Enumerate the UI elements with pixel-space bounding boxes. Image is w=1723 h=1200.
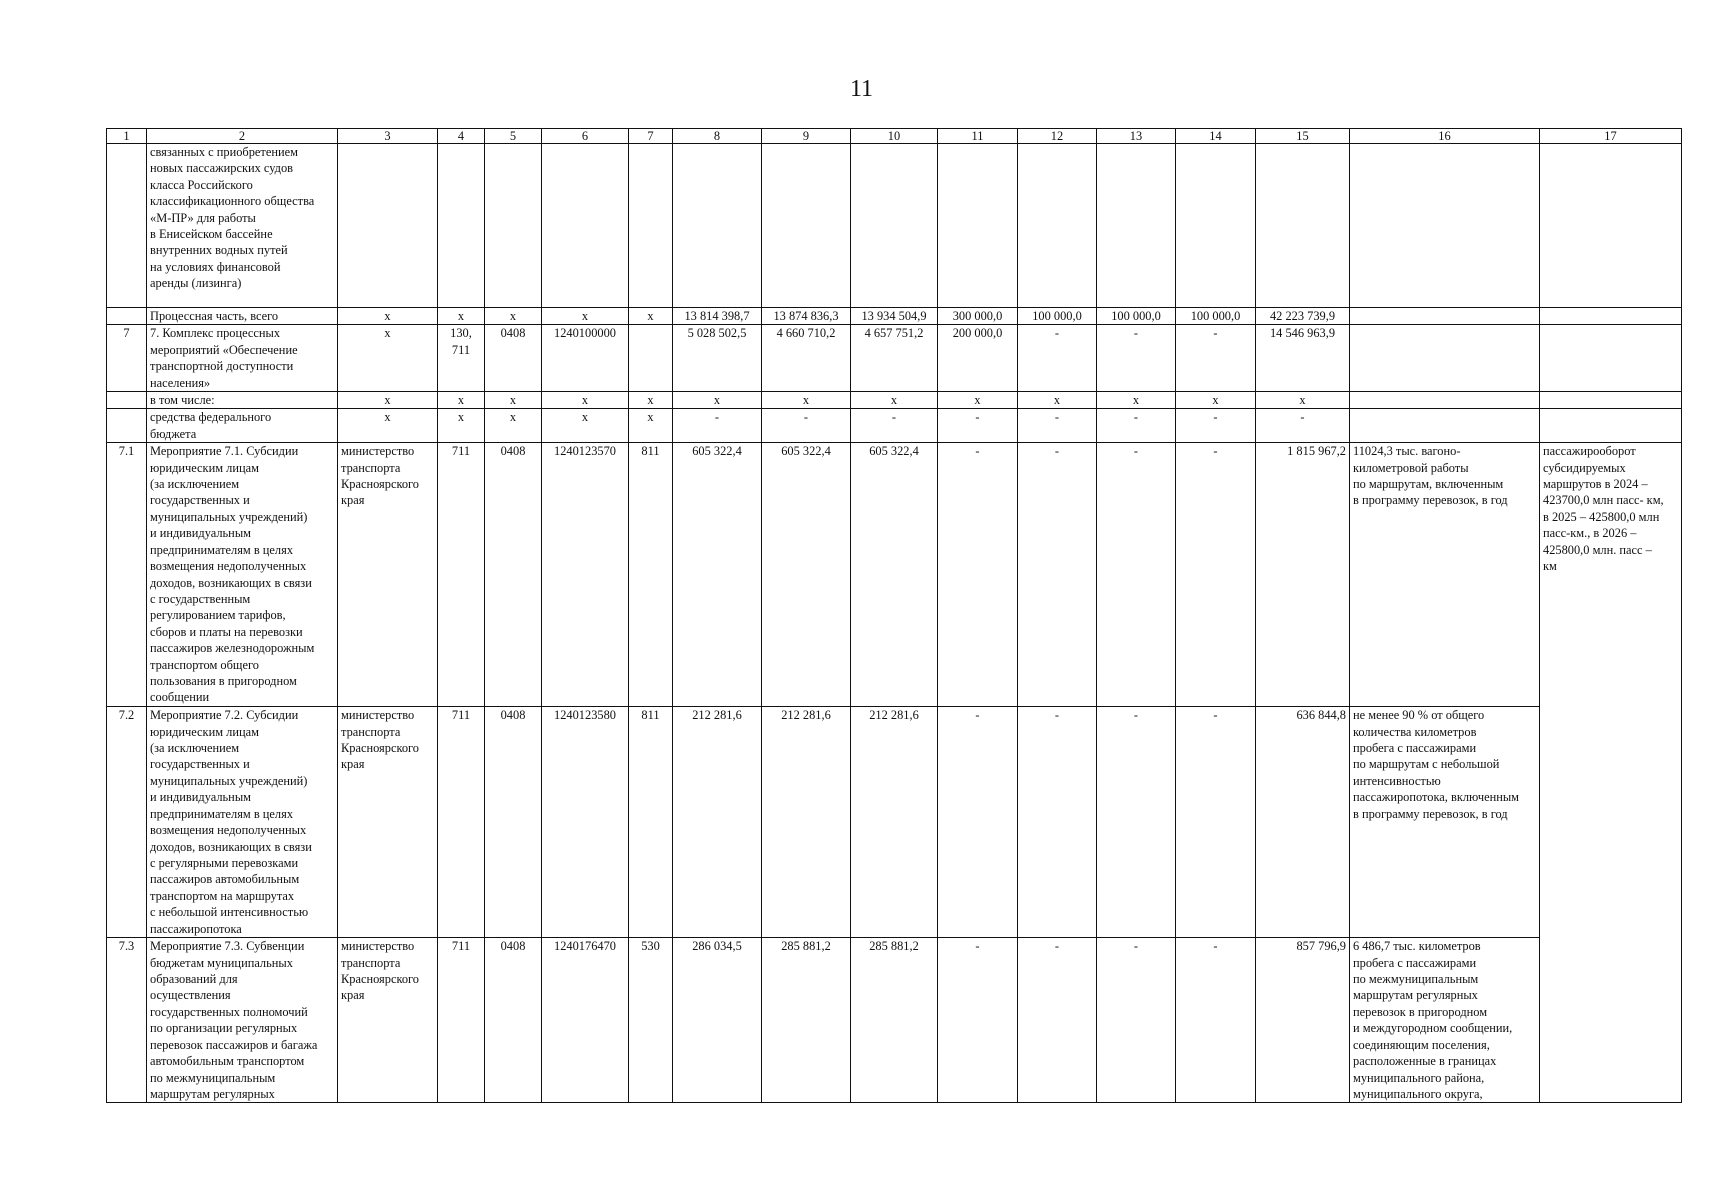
result-cell <box>1350 144 1540 308</box>
total-cell: - <box>1256 409 1350 443</box>
header-cell: 2 <box>147 129 338 144</box>
amount-cell: x <box>938 392 1018 409</box>
measure-name: Мероприятие 7.2. Субсидии юридическим лицам (за исключением государственных и муниципальных учреждений) и индивидуальным предпринимателям в целях возмещения недополученных доходов, возникающих в связи с регулярными перевозками пассажиров автомобильным транспортом на маршрутах с небольшой интенсивностью пассажиропотока <box>147 707 338 938</box>
amount-cell: 212 281,6 <box>673 707 762 938</box>
amount-cell: x <box>762 392 851 409</box>
vr-cell: x <box>629 392 673 409</box>
amount-cell <box>673 144 762 308</box>
measure-name: связанных с приобретением новых пассажирских судов класса Российского классификационного общества «М-ПР» для работы в Енисейском бассейне внутренних водных путей на условиях финансовой аренды (лизинга) <box>147 144 338 308</box>
amount-cell: 605 322,4 <box>762 443 851 707</box>
rzpr-cell <box>485 144 542 308</box>
executor-cell: x <box>338 409 438 443</box>
amount-cell: 100 000,0 <box>1018 308 1097 325</box>
measure-name: Мероприятие 7.1. Субсидии юридическим лицам (за исключением государственных и муниципальных учреждений) и индивидуальным предпринимателям в целях возмещения недополученных доходов, возникающих в связи с государственным регулированием тарифов, сборов и платы на перевозки пассажиров железнодорожным транспортом общего пользования в пригородном сообщении <box>147 443 338 707</box>
grbs-cell: x <box>438 392 485 409</box>
header-cell: 10 <box>851 129 938 144</box>
amount-cell: - <box>1097 707 1176 938</box>
grbs-cell: 130, 711 <box>438 325 485 392</box>
csr-cell: 1240123570 <box>542 443 629 707</box>
amount-cell: 285 881,2 <box>762 938 851 1103</box>
rzpr-cell: 0408 <box>485 325 542 392</box>
executor-cell: x <box>338 308 438 325</box>
result-cell: 6 486,7 тыс. километров пробега с пассажирами по межмуниципальным маршрутам регулярных перевозок в пригородном и междугородном сообщении, соединяющим поселения, расположенные в границах муниципального района, муниципального округа, <box>1350 938 1540 1103</box>
result-cell: не менее 90 % от общего количества километров пробега с пассажирами по маршрутам с небольшой интенсивностью пассажиропотока, включенным в программу перевозок, в год <box>1350 707 1540 938</box>
header-cell: 3 <box>338 129 438 144</box>
amount-cell: 4 657 751,2 <box>851 325 938 392</box>
amount-cell: - <box>1018 707 1097 938</box>
csr-cell: x <box>542 308 629 325</box>
amount-cell: x <box>1176 392 1256 409</box>
measure-name: Мероприятие 7.3. Субвенции бюджетам муниципальных образований для осуществления государственных полномочий по организации регулярных перевозок пассажиров и багажа автомобильным транспортом по межмуниципальным маршрутам регулярных <box>147 938 338 1103</box>
amount-cell: 300 000,0 <box>938 308 1018 325</box>
amount-cell <box>1097 144 1176 308</box>
amount-cell: - <box>1018 938 1097 1103</box>
measure-name: в том числе: <box>147 392 338 409</box>
row-number: 7.2 <box>107 707 147 938</box>
amount-cell: - <box>1097 443 1176 707</box>
csr-cell: 1240176470 <box>542 938 629 1103</box>
header-cell: 14 <box>1176 129 1256 144</box>
grbs-cell <box>438 144 485 308</box>
row-number <box>107 144 147 308</box>
executor-cell: x <box>338 325 438 392</box>
vr-cell <box>629 325 673 392</box>
amount-cell: - <box>1176 938 1256 1103</box>
amount-cell: - <box>1097 325 1176 392</box>
grbs-cell: 711 <box>438 707 485 938</box>
amount-cell: - <box>1176 707 1256 938</box>
header-cell: 12 <box>1018 129 1097 144</box>
amount-cell: 605 322,4 <box>851 443 938 707</box>
table-row <box>107 392 1682 409</box>
indicator-cell <box>1540 409 1682 443</box>
amount-cell: 212 281,6 <box>762 707 851 938</box>
result-cell <box>1350 325 1540 392</box>
total-cell: 857 796,9 <box>1256 938 1350 1103</box>
header-cell: 4 <box>438 129 485 144</box>
amount-cell: 5 028 502,5 <box>673 325 762 392</box>
result-cell <box>1350 308 1540 325</box>
amount-cell: - <box>938 409 1018 443</box>
executor-cell: министерство транспорта Красноярского края <box>338 938 438 1103</box>
header-cell: 16 <box>1350 129 1540 144</box>
amount-cell <box>762 144 851 308</box>
header-cell: 8 <box>673 129 762 144</box>
total-cell <box>1256 144 1350 308</box>
amount-cell: 200 000,0 <box>938 325 1018 392</box>
header-cell: 5 <box>485 129 542 144</box>
amount-cell: - <box>1097 409 1176 443</box>
indicator-cell <box>1540 325 1682 392</box>
result-cell <box>1350 392 1540 409</box>
total-cell: 636 844,8 <box>1256 707 1350 938</box>
amount-cell: 212 281,6 <box>851 707 938 938</box>
csr-cell: x <box>542 409 629 443</box>
budget-table <box>106 128 1682 1103</box>
header-cell: 15 <box>1256 129 1350 144</box>
amount-cell: 13 814 398,7 <box>673 308 762 325</box>
amount-cell: x <box>1018 392 1097 409</box>
page-number: 11 <box>849 76 874 102</box>
amount-cell: 4 660 710,2 <box>762 325 851 392</box>
table-row <box>107 325 1682 392</box>
csr-cell: 1240100000 <box>542 325 629 392</box>
row-number: 7.3 <box>107 938 147 1103</box>
table-row <box>107 308 1682 325</box>
row-number <box>107 392 147 409</box>
amount-cell: - <box>938 707 1018 938</box>
measure-name: средства федерального бюджета <box>147 409 338 443</box>
measure-name: Процессная часть, всего <box>147 308 338 325</box>
grbs-cell: 711 <box>438 443 485 707</box>
rzpr-cell: 0408 <box>485 707 542 938</box>
executor-cell <box>338 144 438 308</box>
indicator-cell <box>1540 308 1682 325</box>
rzpr-cell: x <box>485 392 542 409</box>
amount-cell: 100 000,0 <box>1176 308 1256 325</box>
total-cell: 14 546 963,9 <box>1256 325 1350 392</box>
amount-cell: - <box>673 409 762 443</box>
vr-cell: 811 <box>629 443 673 707</box>
amount-cell: x <box>673 392 762 409</box>
amount-cell: - <box>851 409 938 443</box>
total-cell: 1 815 967,2 <box>1256 443 1350 707</box>
header-cell: 1 <box>107 129 147 144</box>
amount-cell <box>851 144 938 308</box>
amount-cell: - <box>1018 325 1097 392</box>
amount-cell: - <box>1097 938 1176 1103</box>
vr-cell: x <box>629 409 673 443</box>
grbs-cell: x <box>438 409 485 443</box>
rzpr-cell: 0408 <box>485 443 542 707</box>
indicator-cell: пассажирооборот субсидируемых маршрутов в 2024 – 423700,0 млн пасс- км, в 2025 – 425800,0 млн пасс-км., в 2026 – 425800,0 млн. пасс – км <box>1540 443 1682 1103</box>
amount-cell: - <box>938 443 1018 707</box>
result-cell <box>1350 409 1540 443</box>
header-cell: 11 <box>938 129 1018 144</box>
row-number <box>107 409 147 443</box>
row-number: 7 <box>107 325 147 392</box>
amount-cell: 100 000,0 <box>1097 308 1176 325</box>
table-row <box>107 938 1682 1103</box>
rzpr-cell: x <box>485 409 542 443</box>
header-cell: 7 <box>629 129 673 144</box>
header-cell: 17 <box>1540 129 1682 144</box>
result-cell: 11024,3 тыс. вагоно- километровой работы по маршрутам, включенным в программу перевозок, в год <box>1350 443 1540 707</box>
row-number <box>107 308 147 325</box>
vr-cell: 530 <box>629 938 673 1103</box>
amount-cell <box>1176 144 1256 308</box>
table-row <box>107 409 1682 443</box>
header-cell: 6 <box>542 129 629 144</box>
table-row <box>107 443 1682 707</box>
amount-cell: x <box>851 392 938 409</box>
amount-cell: - <box>1176 409 1256 443</box>
csr-cell: x <box>542 392 629 409</box>
table-row <box>107 707 1682 938</box>
amount-cell: 285 881,2 <box>851 938 938 1103</box>
indicator-cell <box>1540 144 1682 308</box>
amount-cell: - <box>1018 409 1097 443</box>
header-cell: 13 <box>1097 129 1176 144</box>
total-cell: x <box>1256 392 1350 409</box>
amount-cell: 13 934 504,9 <box>851 308 938 325</box>
amount-cell <box>1018 144 1097 308</box>
grbs-cell: 711 <box>438 938 485 1103</box>
vr-cell: 811 <box>629 707 673 938</box>
row-number: 7.1 <box>107 443 147 707</box>
header-cell: 9 <box>762 129 851 144</box>
vr-cell <box>629 144 673 308</box>
executor-cell: x <box>338 392 438 409</box>
amount-cell: - <box>1176 325 1256 392</box>
amount-cell: - <box>1018 443 1097 707</box>
amount-cell: 13 874 836,3 <box>762 308 851 325</box>
total-cell: 42 223 739,9 <box>1256 308 1350 325</box>
measure-name: 7. Комплекс процессных мероприятий «Обеспечение транспортной доступности населения» <box>147 325 338 392</box>
amount-cell <box>938 144 1018 308</box>
amount-cell: x <box>1097 392 1176 409</box>
executor-cell: министерство транспорта Красноярского края <box>338 443 438 707</box>
amount-cell: 605 322,4 <box>673 443 762 707</box>
rzpr-cell: 0408 <box>485 938 542 1103</box>
csr-cell <box>542 144 629 308</box>
amount-cell: - <box>762 409 851 443</box>
table-row <box>107 144 1682 308</box>
amount-cell: - <box>1176 443 1256 707</box>
rzpr-cell: x <box>485 308 542 325</box>
csr-cell: 1240123580 <box>542 707 629 938</box>
executor-cell: министерство транспорта Красноярского края <box>338 707 438 938</box>
amount-cell: 286 034,5 <box>673 938 762 1103</box>
column-number-row <box>107 129 1682 144</box>
grbs-cell: x <box>438 308 485 325</box>
indicator-cell <box>1540 392 1682 409</box>
amount-cell: - <box>938 938 1018 1103</box>
vr-cell: x <box>629 308 673 325</box>
